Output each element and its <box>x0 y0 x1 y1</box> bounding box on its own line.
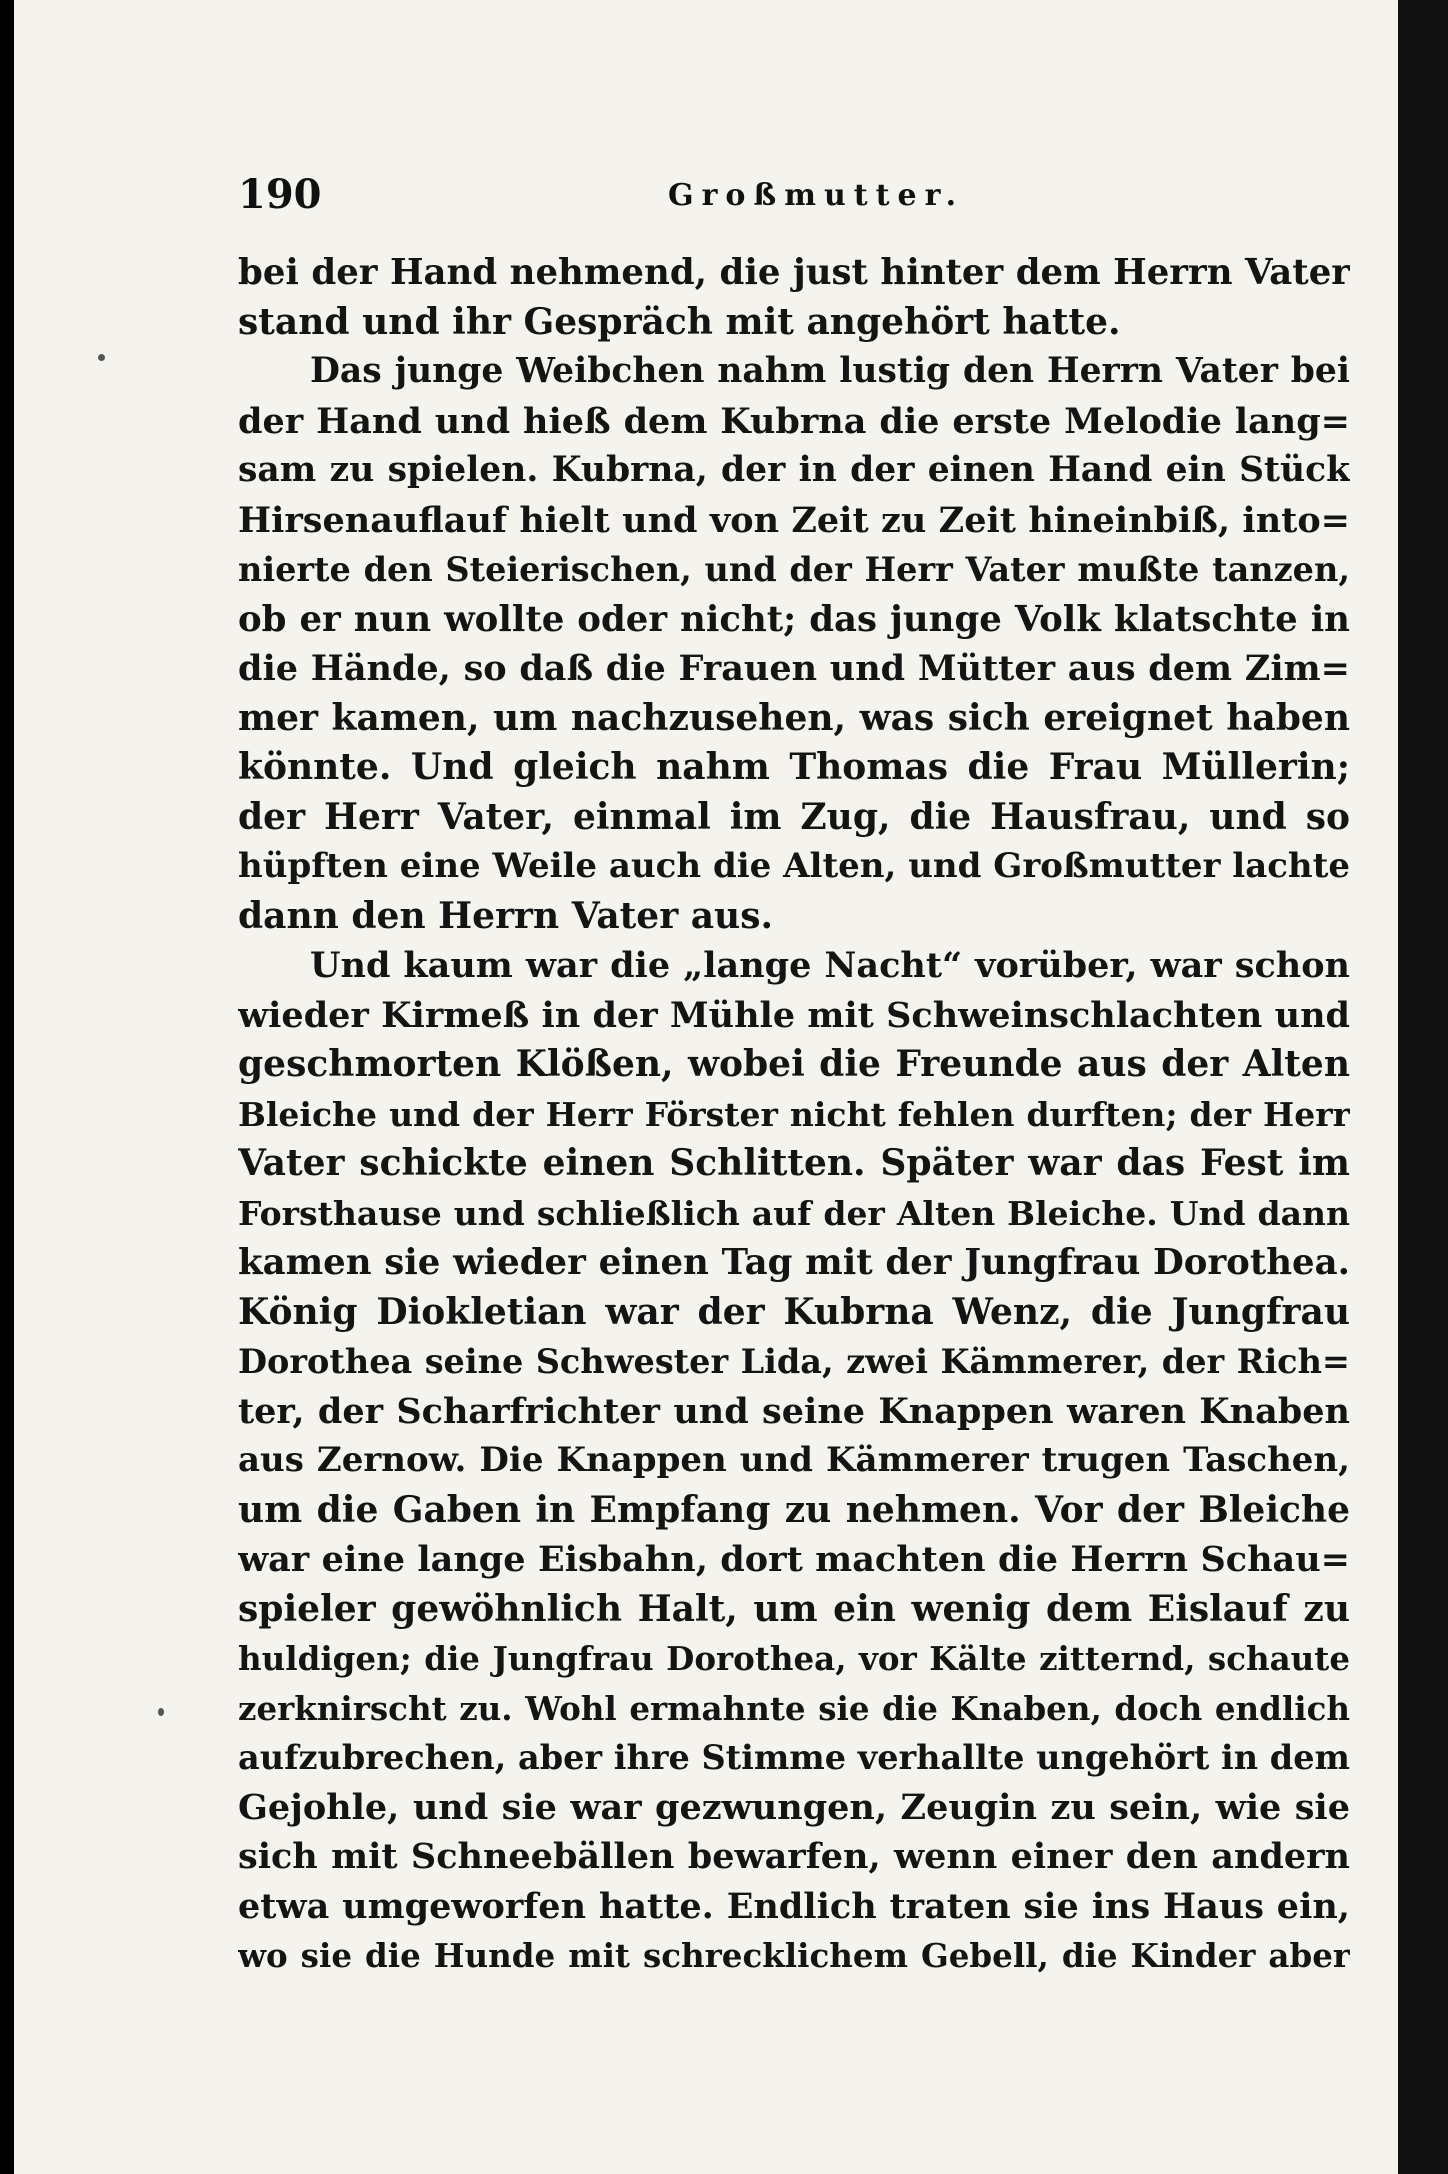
text-line: Das junge Weibchen nahm lustig den Herrn Vater bei <box>310 351 1350 391</box>
scan-speck <box>158 1708 164 1716</box>
text-line: Hirsenauflauf hielt und von Zeit zu Zeit hineinbiß, into= <box>238 499 1350 541</box>
text-line: sam zu spielen. Kubrna, der in der einen Hand ein Stück <box>238 450 1350 490</box>
text-line: stand und ihr Gespräch mit angehört hatte. <box>238 300 1121 343</box>
scan-edge <box>1398 0 1448 2174</box>
text-line: aufzubrechen, aber ihre Stimme verhallte ungehört in dem <box>238 1738 1350 1777</box>
text-line: geschmorten Klößen, wobei die Freunde aus der Alten <box>238 1043 1350 1085</box>
text-line: kamen sie wieder einen Tag mit der Jungfrau Dorothea. <box>238 1242 1350 1283</box>
text-line: dann den Herrn Vater aus. <box>238 894 774 937</box>
text-line: war eine lange Eisbahn, dort machten die Herrn Schau= <box>238 1539 1350 1580</box>
text-line: um die Gaben in Empfang zu nehmen. Vor der Bleiche <box>238 1488 1350 1531</box>
text-line: König Diokletian war der Kubrna Wenz, die Jungfrau <box>238 1290 1350 1333</box>
text-line: zerknirscht zu. Wohl ermahnte sie die Knaben, doch endlich <box>238 1688 1350 1728</box>
text-line: sich mit Schneebällen bewarfen, wenn einer den andern <box>238 1836 1350 1877</box>
page-number: 190 <box>238 171 322 218</box>
body-text <box>238 248 1350 1981</box>
text-line: könnte. Und gleich nahm Thomas die Frau Müllerin; <box>238 746 1350 788</box>
text-line: Und kaum war die „lange Nacht“ vorüber, war schon <box>310 945 1350 986</box>
scan-speck <box>98 354 105 361</box>
text-line: Bleiche und der Herr Förster nicht fehlen durften; der Herr <box>238 1094 1350 1134</box>
text-line: wieder Kirmeß in der Mühle mit Schweinschlachten und <box>238 994 1350 1036</box>
running-head: Großmutter. <box>668 178 965 213</box>
text-line: hüpften eine Weile auch die Alten, und Großmutter lachte <box>238 846 1350 886</box>
text-line: Dorothea seine Schwester Lida, zwei Kämmerer, der Rich= <box>238 1342 1350 1381</box>
text-line: huldigen; die Jungfrau Dorothea, vor Kälte zitternd, schaute <box>238 1639 1350 1678</box>
text-line: aus Zernow. Die Knappen und Kämmerer trugen Taschen, <box>238 1440 1350 1480</box>
text-line: ob er nun wollte oder nicht; das junge Volk klatschte in <box>238 598 1350 640</box>
text-line: nierte den Steierischen, und der Herr Vater mußte tanzen, <box>238 550 1350 589</box>
text-line: der Herr Vater, einmal im Zug, die Hausfrau, und so <box>238 795 1350 838</box>
text-line: etwa umgeworfen hatte. Endlich traten sie ins Haus ein, <box>238 1885 1350 1927</box>
text-line: spieler gewöhnlich Halt, um ein wenig dem Eislauf zu <box>238 1587 1350 1630</box>
text-line: die Hände, so daß die Frauen und Mütter aus dem Zim= <box>238 648 1350 689</box>
page-header <box>238 170 1348 220</box>
text-line: wo sie die Hunde mit schrecklichem Gebell, die Kinder aber <box>238 1936 1350 1975</box>
text-line: mer kamen, um nachzusehen, was sich ereignet haben <box>238 696 1350 739</box>
text-line: bei der Hand nehmend, die just hinter dem Herrn Vater <box>238 252 1350 293</box>
text-line: Forsthause und schließlich auf der Alten Bleiche. Und dann <box>238 1193 1350 1233</box>
text-line: der Hand und hieß dem Kubrna die erste Melodie lang= <box>238 400 1350 442</box>
text-line: ter, der Scharfrichter und seine Knappen waren Knaben <box>238 1390 1350 1432</box>
text-line: Gejohle, und sie war gezwungen, Zeugin zu sein, wie sie <box>238 1786 1350 1828</box>
text-line: Vater schickte einen Schlitten. Später war das Fest im <box>238 1142 1350 1184</box>
